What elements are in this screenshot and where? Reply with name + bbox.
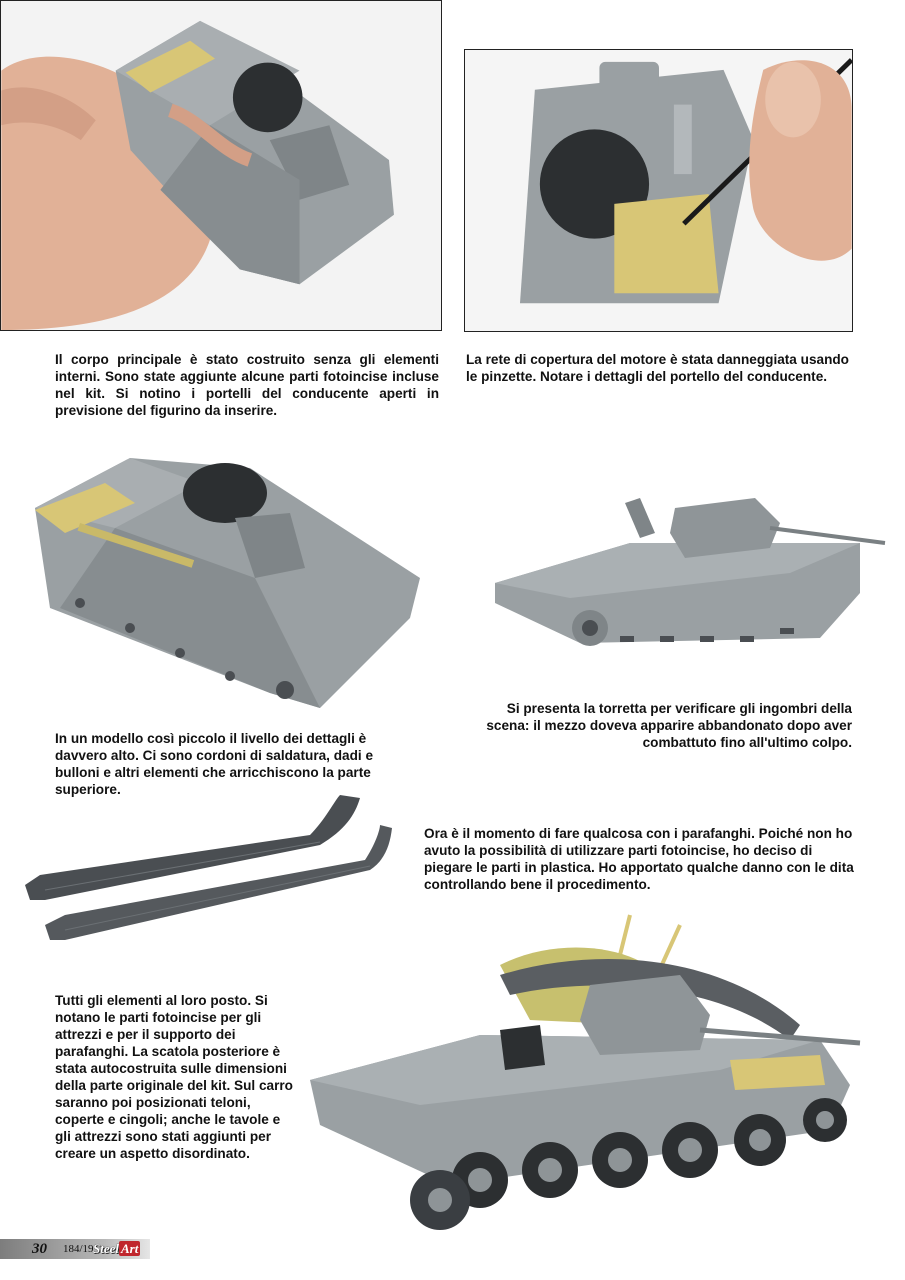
photo-completed-tank [300, 905, 900, 1235]
photo-hull-in-hand-image [1, 1, 441, 330]
photo-hull-detail [20, 428, 420, 720]
photo-completed-tank-image [300, 905, 900, 1235]
caption-final-assembly: Tutti gli elementi al loro posto. Si notano le parti fotoincise per gli attrezzi e per il supporto dei parafanghi. La scatola posteriore è stata autocostruita sulle dimensioni della parte originale del kit. Sul carro saranno poi posizionati teloni, coperte e cingoli; anche le tavole e gli attrezzi sono stati aggiunti per creare un aspetto disordinato. [55, 993, 293, 1161]
photo-hull-detail-image [20, 428, 420, 720]
photo-engine-grille-tweezers [464, 49, 853, 332]
photo-hull-in-hand [0, 0, 442, 331]
magazine-logo-art: Art [121, 1241, 139, 1256]
photo-hull-with-turret-image [490, 488, 890, 693]
photo-hull-with-turret [490, 488, 890, 693]
photo-engine-grille-image [465, 50, 852, 331]
caption-engine-grille: La rete di copertura del motore è stata danneggiata usando le pinzette. Notare i dettagli del portello del conducente. [466, 352, 849, 384]
caption-fenders: Ora è il momento di fare qualcosa con i parafanghi. Poiché non ho avuto la possibilità di utilizzare parti fotoincise, ho deciso di piegare le parti in plastica. Ho apportato qualche danno con le dita controllando bene il procedimento. [424, 826, 854, 892]
caption-detail-level: In un modello così piccolo il livello dei dettagli è davvero alto. Ci sono cordoni di saldatura, dadi e bulloni e altri elementi che arricchiscono la parte superiore. [55, 731, 374, 797]
page-number: 30 [32, 1241, 47, 1257]
caption-hull-construction: Il corpo principale è stato costruito senza gli elementi interni. Sono state aggiunte alcune parti fotoincise incluse nel kit. Si notino i portelli del conducente aperti in previsione del figurino da inserire. [55, 352, 439, 418]
caption-turret-check: Si presenta la torretta per verificare gli ingombri della scena: il mezzo doveva apparire abbandonato dopo aver combattuto fino all'ultimo colpo. [486, 701, 852, 750]
magazine-logo [93, 1241, 140, 1257]
magazine-logo-steel: Steel [93, 1241, 119, 1256]
issue-number: 184/19 [63, 1243, 94, 1255]
